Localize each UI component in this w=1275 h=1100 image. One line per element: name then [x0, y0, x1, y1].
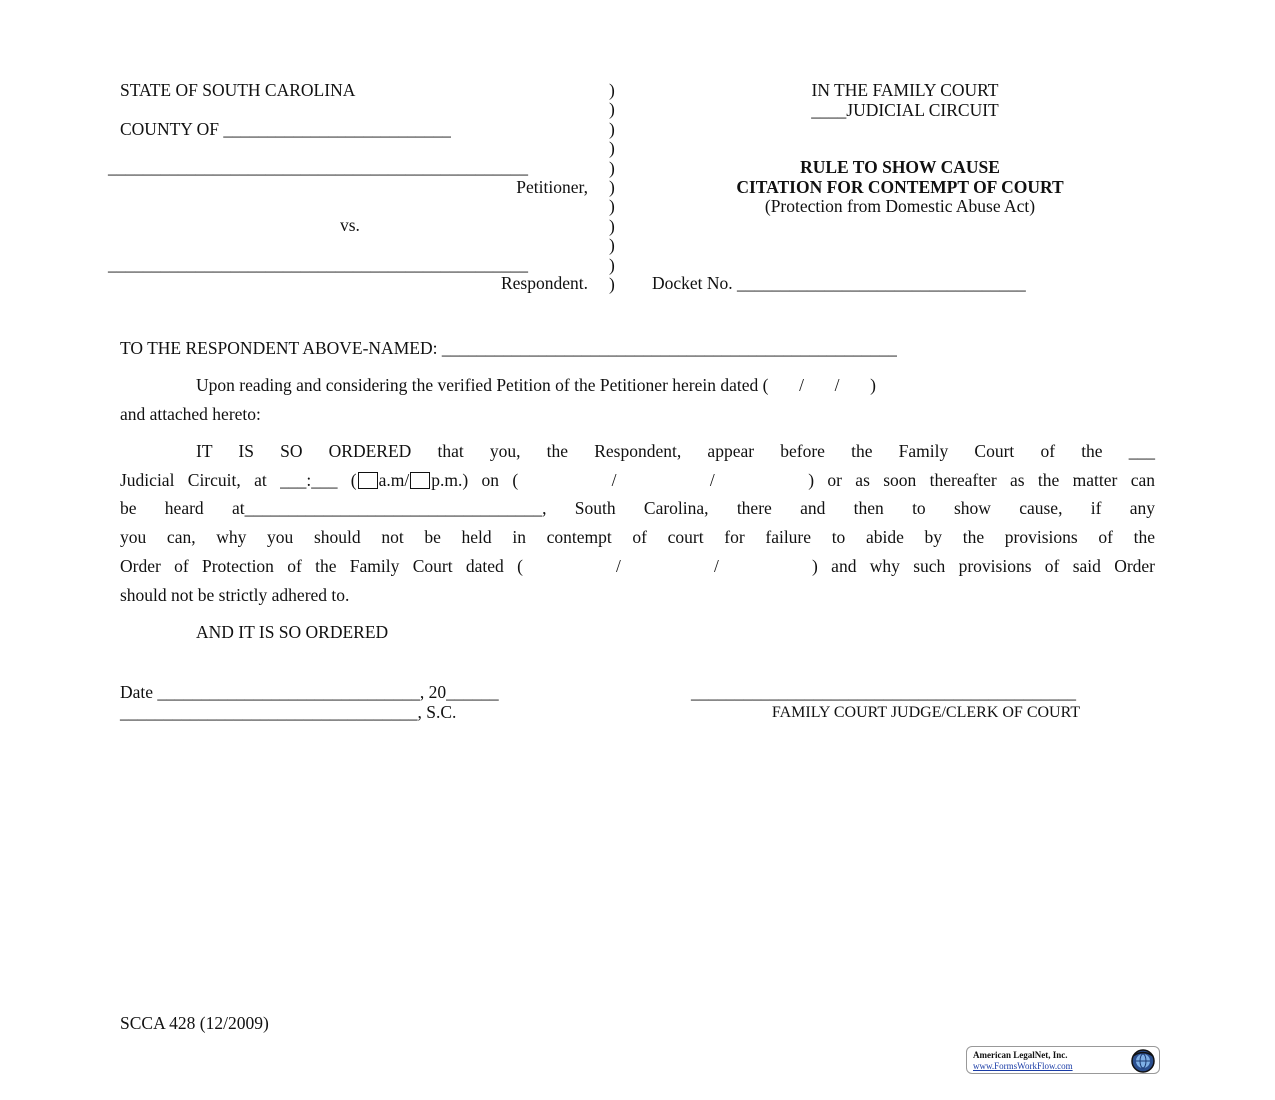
court-name: IN THE FAMILY COURT	[811, 80, 999, 100]
american-legalnet-logo[interactable]	[966, 1046, 1160, 1074]
document-subtitle: CITATION FOR CONTEMPT OF COURT	[736, 177, 1064, 197]
petitioner-name-line[interactable]: ________________________________________________	[108, 157, 528, 177]
caption-paren: )	[609, 215, 615, 236]
logo-website-link[interactable]: www.FormsWorkFlow.com	[973, 1061, 1073, 1071]
vs-label: vs.	[340, 215, 360, 235]
order-paragraph-line-2	[120, 470, 1155, 491]
document-act: (Protection from Domestic Abuse Act)	[764, 196, 1036, 216]
date-field[interactable]: Date ______________________________, 20______	[120, 682, 499, 702]
state-name: STATE OF SOUTH CAROLINA	[120, 80, 356, 100]
respondent-name-line[interactable]: ________________________________________________	[108, 254, 528, 274]
am-checkbox[interactable]	[358, 472, 378, 489]
petitioner-label: Petitioner,	[516, 177, 588, 197]
respondent-label: Respondent.	[500, 273, 588, 293]
caption-paren: )	[609, 254, 615, 275]
judicial-circuit-field[interactable]: ____JUDICIAL CIRCUIT	[811, 100, 999, 120]
caption-paren: )	[609, 138, 615, 159]
pm-checkbox[interactable]	[410, 472, 430, 489]
county-field[interactable]: COUNTY OF __________________________	[120, 119, 451, 139]
order-paragraph-line-1: IT IS SO ORDERED that you, the Respondent, appear before the Family Court of the ___	[196, 441, 1155, 461]
caption-paren: )	[609, 235, 615, 256]
caption-paren: )	[609, 274, 615, 294]
petition-date-line[interactable]: Upon reading and considering the verified Petition of the Petitioner herein dated ( / / )	[196, 375, 876, 395]
document-title: RULE TO SHOW CAUSE	[800, 157, 1000, 177]
caption-paren: )	[609, 177, 615, 197]
order-paragraph-line-3[interactable]: be heard at__________________________________, South Carolina, there and then to show cause, if any	[120, 498, 1155, 518]
to-respondent-line[interactable]: TO THE RESPONDENT ABOVE-NAMED: ____________________________________________________	[120, 338, 897, 358]
attached-hereto-text: and attached hereto:	[120, 404, 261, 424]
logo-company-name: American LegalNet, Inc.	[973, 1050, 1068, 1060]
globe-icon	[1130, 1048, 1156, 1074]
signature-line[interactable]: ____________________________________________	[691, 682, 1076, 702]
signature-label: FAMILY COURT JUDGE/CLERK OF COURT	[771, 704, 1081, 721]
docket-number-field[interactable]: Docket No. _________________________________	[652, 273, 1026, 293]
caption-paren: )	[609, 157, 615, 178]
pm-and-date-text[interactable]: p.m.) on ( / / ) or as soon thereafter as the matter can	[431, 470, 1155, 490]
hearing-time-text[interactable]: Judicial Circuit, at ___:___ (	[120, 470, 357, 490]
order-paragraph-line-5[interactable]: Order of Protection of the Family Court dated ( / / ) and why such provisions of said Order	[120, 556, 1155, 576]
caption-paren: )	[609, 80, 615, 100]
order-paragraph-line-6: should not be strictly adhered to.	[120, 585, 350, 605]
order-paragraph-line-4: you can, why you should not be held in contempt of court for failure to abide by the provisions of the	[120, 527, 1155, 547]
caption-paren: )	[609, 196, 615, 217]
so-ordered-text: AND IT IS SO ORDERED	[196, 622, 389, 642]
caption-paren: )	[609, 99, 615, 120]
caption-paren: )	[609, 118, 615, 139]
place-field[interactable]: __________________________________, S.C.	[120, 702, 457, 722]
form-id: SCCA 428 (12/2009)	[120, 1013, 269, 1033]
am-label: a.m/	[378, 470, 410, 490]
